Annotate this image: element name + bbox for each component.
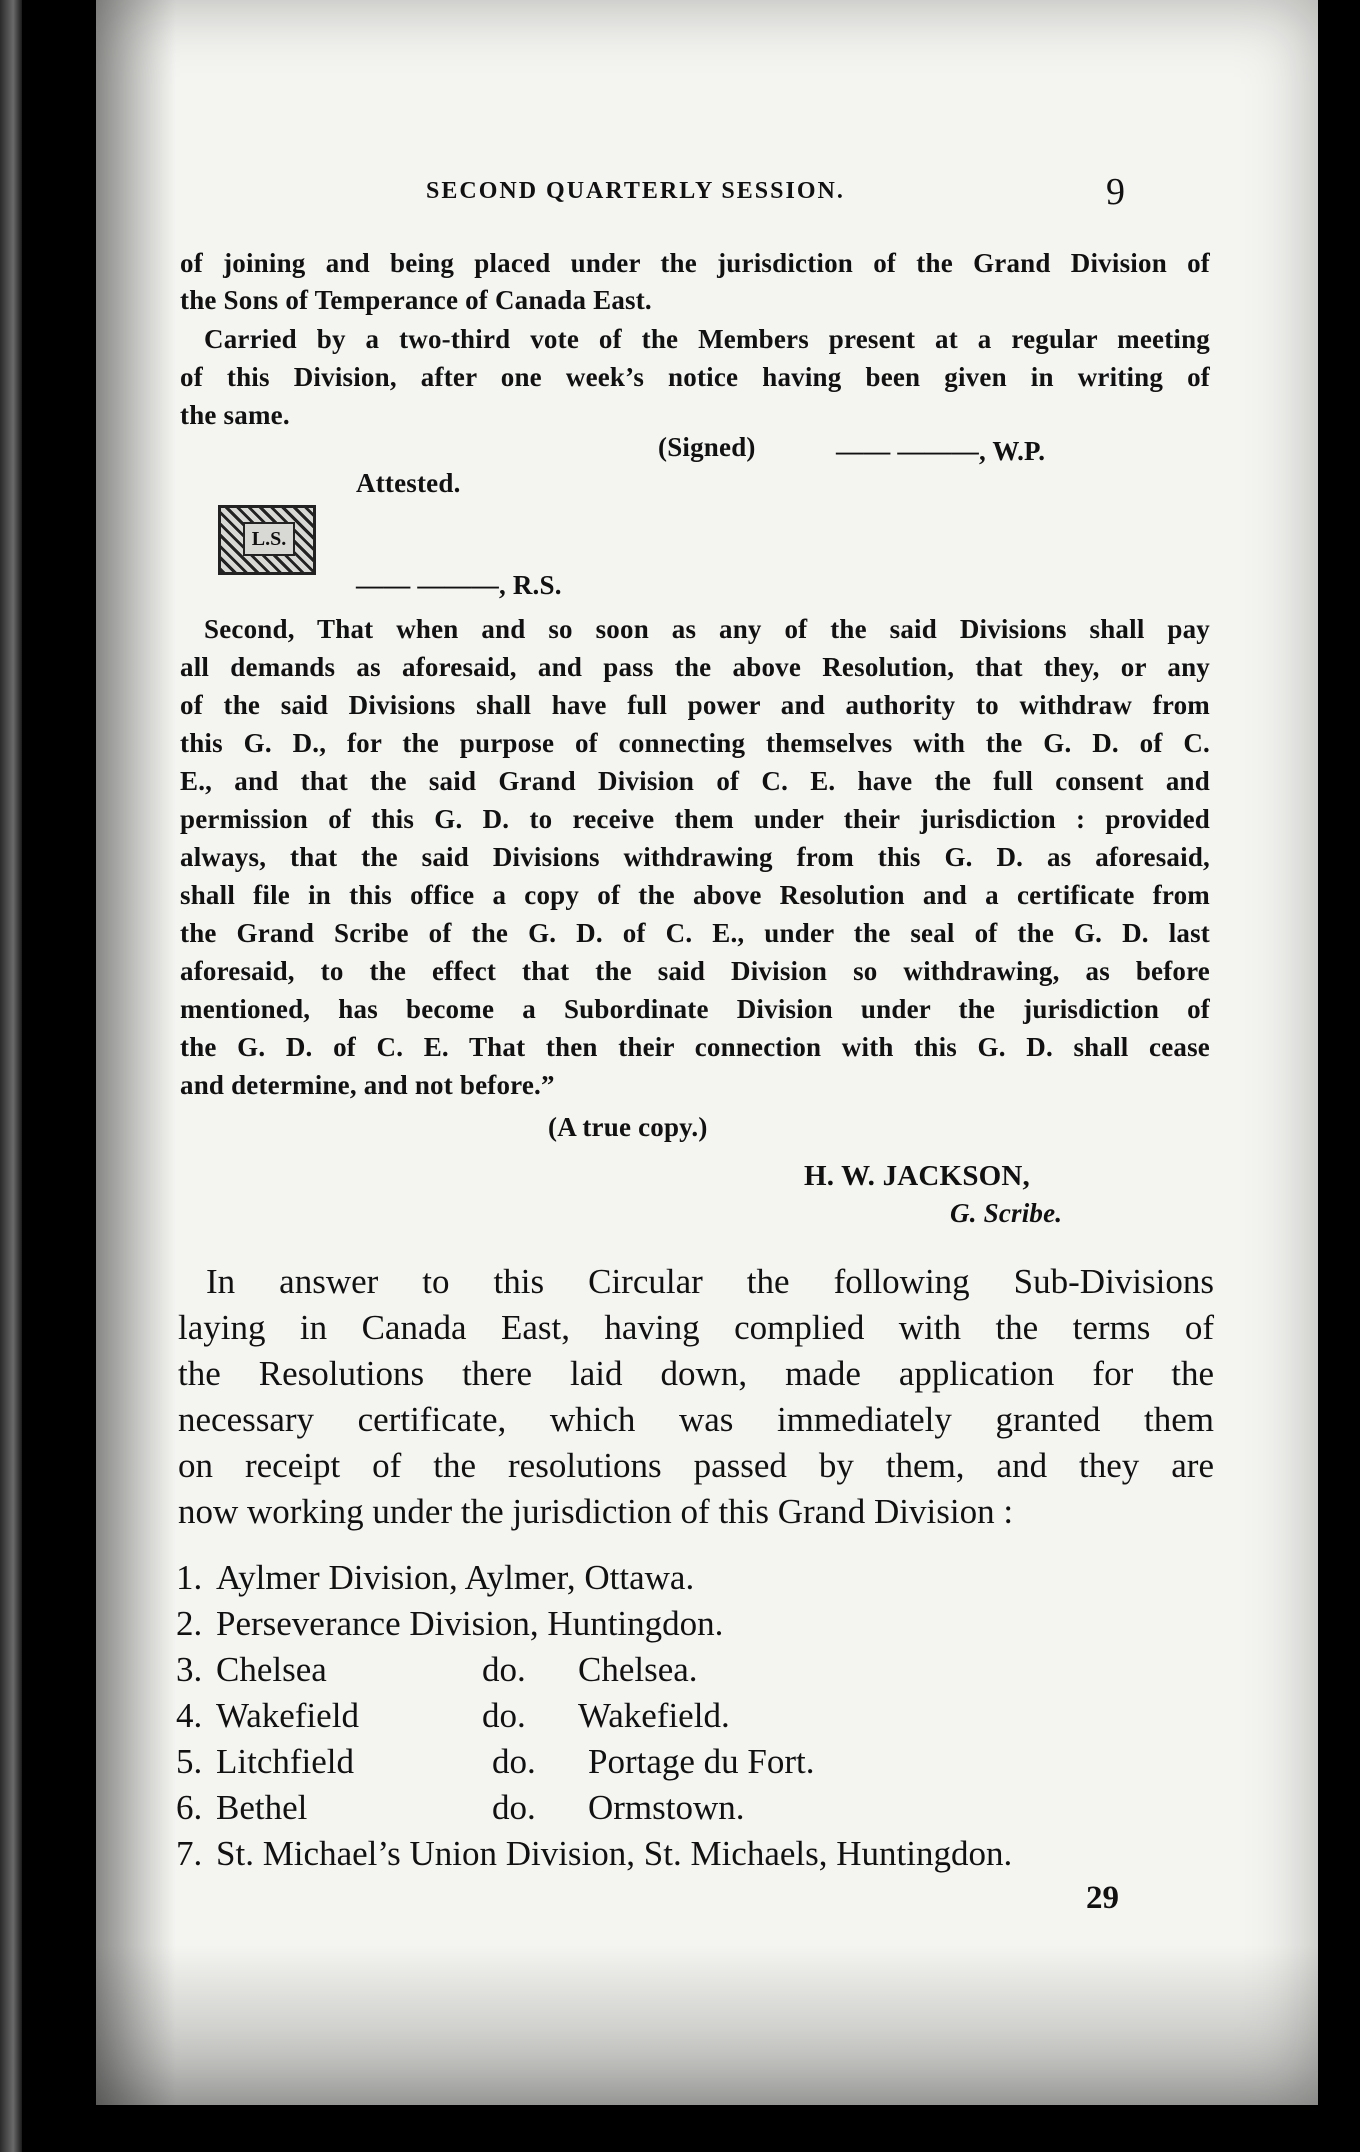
list-item xyxy=(176,1742,815,1782)
page-bottom-shadow xyxy=(96,1945,1318,2105)
seal-label: L.S. xyxy=(243,522,295,556)
list-item xyxy=(176,1788,745,1828)
division-name: Bethel xyxy=(216,1788,308,1827)
clause-line: of the said Divisions shall have full power and authority to withdraw from xyxy=(180,690,1210,720)
clause-line: aforesaid, to the effect that the said Division so withdrawing, as before xyxy=(180,956,1210,986)
running-title: SECOND QUARTERLY SESSION. xyxy=(426,178,845,204)
clause-line: the Grand Scribe of the G. D. of C. E., under the seal of the G. D. last xyxy=(180,918,1210,948)
paragraph-line: the Resolutions there laid down, made application for the xyxy=(178,1354,1214,1393)
carried-line-1: Carried by a two-third vote of the Members present at a regular meeting xyxy=(204,324,1210,354)
true-copy-note: (A true copy.) xyxy=(548,1112,708,1142)
clause-line: permission of this G. D. to receive them under their jurisdiction : provided xyxy=(180,804,1210,834)
division-name: Wakefield xyxy=(216,1696,359,1735)
book-page xyxy=(96,0,1318,2105)
wp-signature: —— ———, W.P. xyxy=(836,436,1046,466)
clause-line: mentioned, has become a Subordinate Division under the jurisdiction of xyxy=(180,994,1210,1024)
item-number: 2. xyxy=(176,1604,203,1643)
list-item xyxy=(176,1834,1012,1874)
paragraph-line: now working under the jurisdiction of this Grand Division : xyxy=(178,1492,1014,1531)
list-item xyxy=(176,1650,698,1690)
signatory-title: G. Scribe. xyxy=(950,1198,1063,1228)
item-number: 4. xyxy=(176,1696,203,1735)
paragraph-line: on receipt of the resolutions passed by them, and they are xyxy=(178,1446,1214,1485)
division-place: Ormstown. xyxy=(588,1788,745,1827)
division-place: Wakefield. xyxy=(578,1696,730,1735)
item-number: 6. xyxy=(176,1788,203,1827)
paragraph-line: In answer to this Circular the following Sub-Divisions xyxy=(206,1262,1214,1301)
division-name: Chelsea xyxy=(216,1650,327,1689)
division-name: St. Michael’s Union Division, St. Michaels, Huntingdon. xyxy=(216,1834,1013,1873)
item-number: 5. xyxy=(176,1742,203,1781)
seal-mark xyxy=(218,505,316,575)
clause-line: and determine, and not before.” xyxy=(180,1070,555,1100)
signatory-name: H. W. JACKSON, xyxy=(804,1160,1030,1192)
book-edge xyxy=(0,0,22,2152)
item-number: 7. xyxy=(176,1834,203,1873)
resolution-line-2: the Sons of Temperance of Canada East. xyxy=(180,285,652,315)
list-item xyxy=(176,1604,723,1644)
rs-signature: —— ———, R.S. xyxy=(356,570,562,600)
item-number: 3. xyxy=(176,1650,203,1689)
clause-line: all demands as aforesaid, and pass the above Resolution, that they, or any xyxy=(180,652,1210,682)
carried-line-3: the same. xyxy=(180,400,290,430)
signature-mark: 29 xyxy=(1086,1880,1119,1916)
clause-line: Second, That when and so soon as any of the said Divisions shall pay xyxy=(204,614,1210,644)
ditto-mark: do. xyxy=(482,1650,526,1689)
clause-line: shall file in this office a copy of the above Resolution and a certificate from xyxy=(180,880,1210,910)
item-number: 1. xyxy=(176,1558,203,1597)
clause-line: E., and that the said Grand Division of C. E. have the full consent and xyxy=(180,766,1210,796)
gutter-shadow xyxy=(96,0,176,2105)
signed-label: (Signed) xyxy=(658,432,756,462)
division-name: Aylmer Division, Aylmer, Ottawa. xyxy=(216,1558,695,1597)
attested-label: Attested. xyxy=(356,468,461,498)
list-item xyxy=(176,1696,730,1736)
clause-line: always, that the said Divisions withdrawing from this G. D. as aforesaid, xyxy=(180,842,1210,872)
page-number: 9 xyxy=(1106,171,1125,213)
ditto-mark: do. xyxy=(482,1696,526,1735)
resolution-line-1: of joining and being placed under the jurisdiction of the Grand Division of xyxy=(180,248,1210,278)
division-place: Chelsea. xyxy=(578,1650,698,1689)
division-place: Portage du Fort. xyxy=(588,1742,815,1781)
clause-line: the G. D. of C. E. That then their connection with this G. D. shall cease xyxy=(180,1032,1210,1062)
paragraph-line: laying in Canada East, having complied with the terms of xyxy=(178,1308,1214,1347)
division-name: Litchfield xyxy=(216,1742,355,1781)
carried-line-2: of this Division, after one week’s notice having been given in writing of xyxy=(180,362,1210,392)
list-item xyxy=(176,1558,694,1598)
ditto-mark: do. xyxy=(492,1742,536,1781)
ditto-mark: do. xyxy=(492,1788,536,1827)
division-name: Perseverance Division, Huntingdon. xyxy=(216,1604,724,1643)
paragraph-line: necessary certificate, which was immediately granted them xyxy=(178,1400,1214,1439)
clause-line: this G. D., for the purpose of connecting themselves with the G. D. of C. xyxy=(180,728,1210,758)
